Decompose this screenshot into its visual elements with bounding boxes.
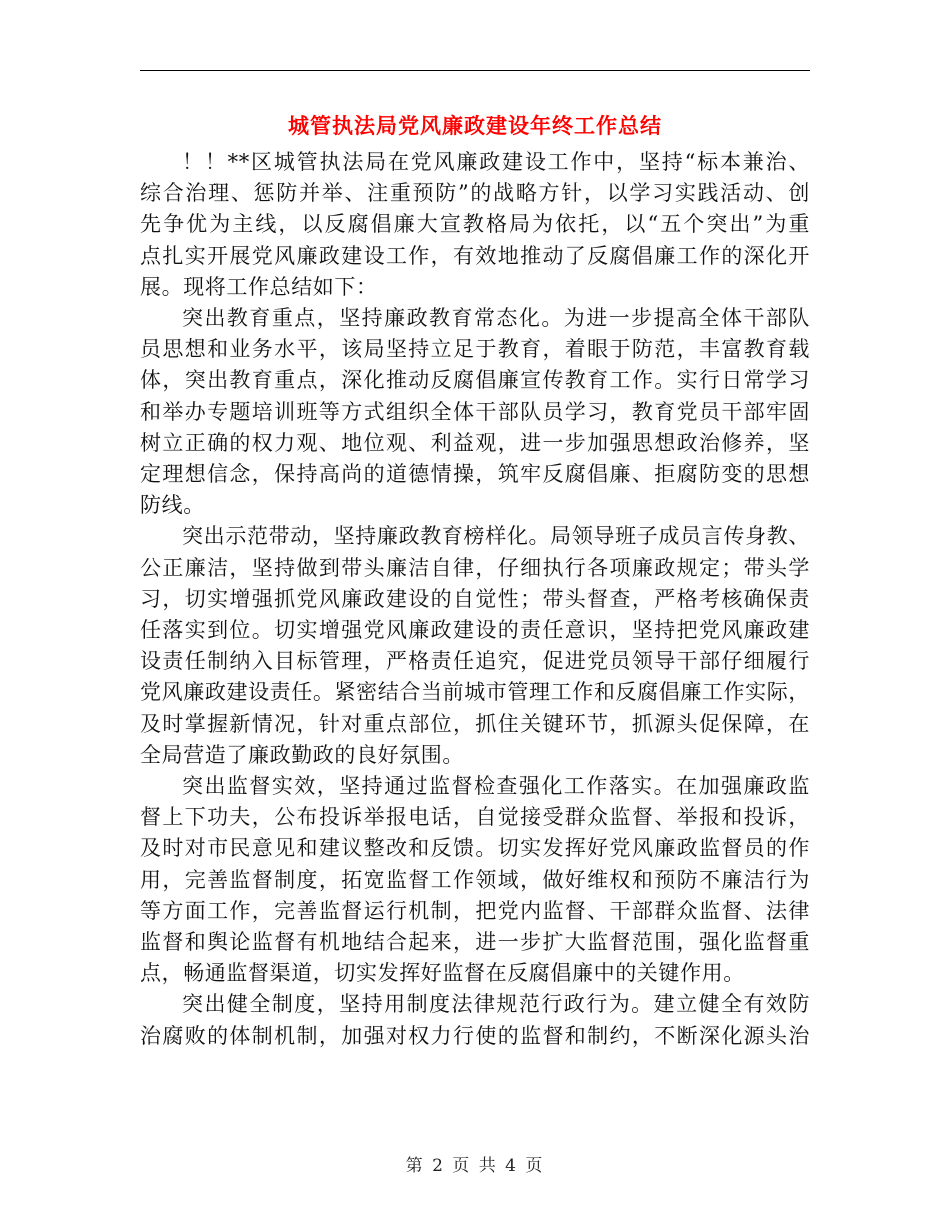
paragraph-line: 设责任制纳入目标管理，严格责任追究，促进党员领导干部仔细履行 [140,649,810,674]
paragraph-line: ！！**区城管执法局在党风廉政建设工作中，坚持“标本兼治、 [182,150,810,174]
paragraph-line: 督上下功夫，公布投诉举报电话，自觉接受群众监督、举报和投诉， [140,805,810,830]
paragraph-line: 公正廉洁，坚持做到带头廉洁自律，仔细执行各项廉政规定；带头学 [140,555,810,580]
paragraph-line: 点扎实开展党风廉政建设工作，有效地推动了反腐倡廉工作的深化开 [140,243,810,268]
paragraph-line: 等方面工作，完善监督运行机制，把党内监督、干部群众监督、法律 [140,898,810,923]
paragraph-line: 突出监督实效，坚持通过监督检查强化工作落实。在加强廉政监 [182,774,810,799]
paragraph [140,303,810,521]
paragraph-line: 治腐败的体制机制，加强对权力行使的监督和制约，不断深化源头治 [140,1023,810,1048]
paragraph-line: 用，完善监督制度，拓宽监督工作领域，做好维权和预防不廉洁行为 [140,867,810,892]
header-rule [140,70,810,71]
paragraph [140,771,810,989]
paragraph [140,147,810,303]
document-body [140,147,810,1052]
page-footer: 第 2 页 共 4 页 [405,1156,545,1176]
paragraph-line: 任落实到位。切实增强党风廉政建设的责任意识，坚持把党风廉政建 [140,618,810,643]
paragraph [140,989,810,1051]
paragraph-line: 定理想信念，保持高尚的道德情操，筑牢反腐倡廉、拒腐防变的思想 [140,462,810,487]
paragraph-line: 突出示范带动，坚持廉政教育榜样化。局领导班子成员言传身教、 [182,524,810,549]
paragraph-line: 全局营造了廉政勤政的良好氛围。 [140,742,464,767]
paragraph-line: 监督和舆论监督有机地结合起来，进一步扩大监督范围，强化监督重 [140,930,810,955]
paragraph [140,521,810,771]
paragraph-line: 树立正确的权力观、地位观、利益观，进一步加强思想政治修养，坚 [140,430,810,455]
paragraph-line: 和举办专题培训班等方式组织全体干部队员学习，教育党员干部牢固 [140,399,810,424]
paragraph-line: 及时掌握新情况，针对重点部位，抓住关键环节，抓源头促保障，在 [140,711,810,736]
paragraph-line: 展。现将工作总结如下： [140,274,378,299]
paragraph-line: 综合治理、惩防并举、注重预防”的战略方针，以学习实践活动、创 [140,181,810,206]
paragraph-line: 先争优为主线，以反腐倡廉大宣教格局为依托，以“五个突出”为重 [140,212,810,237]
paragraph-line: 习，切实增强抓党风廉政建设的自觉性；带头督查，严格考核确保责 [140,586,810,611]
paragraph-line: 党风廉政建设责任。紧密结合当前城市管理工作和反腐倡廉工作实际， [140,680,810,705]
paragraph-line: 点，畅通监督渠道，切实发挥好监督在反腐倡廉中的关键作用。 [140,961,745,986]
paragraph-line: 员思想和业务水平，该局坚持立足于教育，着眼于防范，丰富教育载 [140,337,810,362]
paragraph-line: 突出教育重点，坚持廉政教育常态化。为进一步提高全体干部队 [182,306,810,331]
paragraph-line: 防线。 [140,493,205,518]
paragraph-line: 体，突出教育重点，深化推动反腐倡廉宣传教育工作。实行日常学习 [140,368,810,393]
document-title: 城管执法局党风廉政建设年终工作总结 [288,113,662,138]
paragraph-line: 突出健全制度，坚持用制度法律规范行政行为。建立健全有效防 [182,992,810,1017]
paragraph-line: 及时对市民意见和建议整改和反馈。切实发挥好党风廉政监督员的作 [140,836,810,861]
